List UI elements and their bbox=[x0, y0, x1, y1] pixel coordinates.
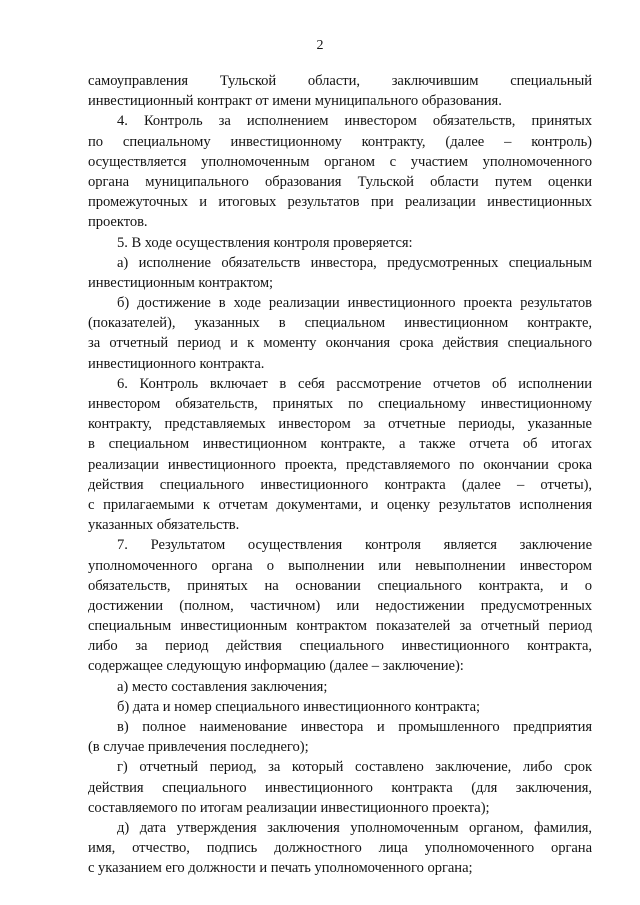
paragraph-p7b bbox=[88, 697, 592, 717]
text-line: действия специального инвестиционного контракта (для заключения, bbox=[88, 779, 592, 796]
text-line: 7. Результатом осуществления контроля является заключение bbox=[117, 537, 592, 554]
text-line: с указанием его должности и печать уполномоченного органа; bbox=[88, 860, 473, 877]
text-line: осуществляется уполномоченным органом с участием уполномоченного bbox=[88, 153, 592, 170]
paragraph-p5 bbox=[88, 233, 592, 253]
paragraph-p6 bbox=[88, 374, 592, 536]
text-line: б) достижение в ходе реализации инвестиционного проекта результатов bbox=[117, 295, 592, 312]
text-line: содержащее следующую информацию (далее – заключение): bbox=[88, 658, 464, 675]
text-line: указанных обязательств. bbox=[88, 517, 240, 534]
text-line: г) отчетный период, за который составлено заключение, либо срок bbox=[117, 759, 592, 776]
text-line: инвестиционного контракта. bbox=[88, 355, 265, 372]
text-line: либо за период действия специального инвестиционного контракта, bbox=[88, 638, 592, 655]
page-number: 2 bbox=[316, 38, 324, 53]
text-line: б) дата и номер специального инвестиционного контракта; bbox=[117, 698, 481, 715]
text-line: обязательств, принятых на основании специального контракта, и о bbox=[88, 577, 592, 594]
text-line: самоуправления Тульской области, заключившим специальный bbox=[88, 73, 592, 89]
paragraph-p7g bbox=[88, 757, 592, 818]
paragraph-p5b bbox=[88, 293, 592, 374]
text-line: действия специального инвестиционного контракта (далее – отчеты), bbox=[88, 476, 592, 493]
text-line: уполномоченного органа о выполнении или невыполнении инвестором bbox=[88, 557, 592, 574]
text-line: промежуточных и итоговых результатов при реализации инвестиционных bbox=[88, 194, 592, 211]
text-line: инвестором обязательств, принятых по специальному инвестиционному bbox=[88, 396, 592, 412]
text-line: за отчетный период и к моменту окончания срока действия специального bbox=[88, 335, 592, 352]
text-line: 5. В ходе осуществления контроля проверяется: bbox=[117, 234, 413, 251]
text-line: проектов. bbox=[88, 214, 148, 231]
text-line: имя, отчество, подпись должностного лица уполномоченного органа bbox=[88, 840, 592, 857]
text-line: инвестиционный контракт от имени муниципального образования. bbox=[88, 93, 502, 110]
text-line: (показателей), указанных в специальном инвестиционном контракте, bbox=[88, 315, 592, 332]
text-line: контракту, представляемых инвестором за отчетные периоды, указанные bbox=[88, 416, 592, 433]
text-line: составляемого по итогам реализации инвестиционного проекта); bbox=[88, 799, 490, 816]
paragraph-p7d bbox=[88, 818, 592, 879]
paragraph-p7 bbox=[88, 535, 592, 676]
text-line: достижении (полном, частичном) или недостижении предусмотренных bbox=[88, 597, 592, 614]
text-line: по специальному инвестиционному контракту, (далее – контроль) bbox=[88, 133, 592, 150]
paragraph-p7a bbox=[88, 677, 592, 697]
text-line: в) полное наименование инвестора и промышленного предприятия bbox=[117, 719, 592, 735]
text-line: в специальном инвестиционном контракте, а также отчета об итогах bbox=[88, 436, 592, 453]
paragraph-p7v bbox=[88, 717, 592, 757]
text-line: реализации инвестиционного проекта, представляемого по окончании срока bbox=[88, 456, 592, 473]
paragraph-p-cont bbox=[88, 71, 592, 111]
paragraph-p4 bbox=[88, 111, 592, 232]
text-line: специальным инвестиционным контрактом показателей за отчетный период bbox=[88, 618, 592, 635]
text-line: (в случае привлечения последнего); bbox=[88, 739, 309, 756]
text-line: органа муниципального образования Тульской области путем оценки bbox=[88, 173, 592, 190]
text-line: 6. Контроль включает в себя рассмотрение отчетов об исполнении bbox=[117, 375, 592, 392]
text-line: инвестиционным контрактом; bbox=[88, 274, 274, 291]
text-line: а) исполнение обязательств инвестора, предусмотренных специальным bbox=[117, 254, 592, 271]
text-line: д) дата утверждения заключения уполномоченным органом, фамилия, bbox=[117, 819, 592, 836]
text-line: а) место составления заключения; bbox=[117, 678, 328, 695]
text-line: 4. Контроль за исполнением инвестором обязательств, принятых bbox=[117, 113, 592, 130]
text-line: с прилагаемыми к отчетам документами, и оценку результатов исполнения bbox=[88, 496, 592, 513]
document-body bbox=[88, 71, 592, 879]
paragraph-p5a bbox=[88, 253, 592, 293]
